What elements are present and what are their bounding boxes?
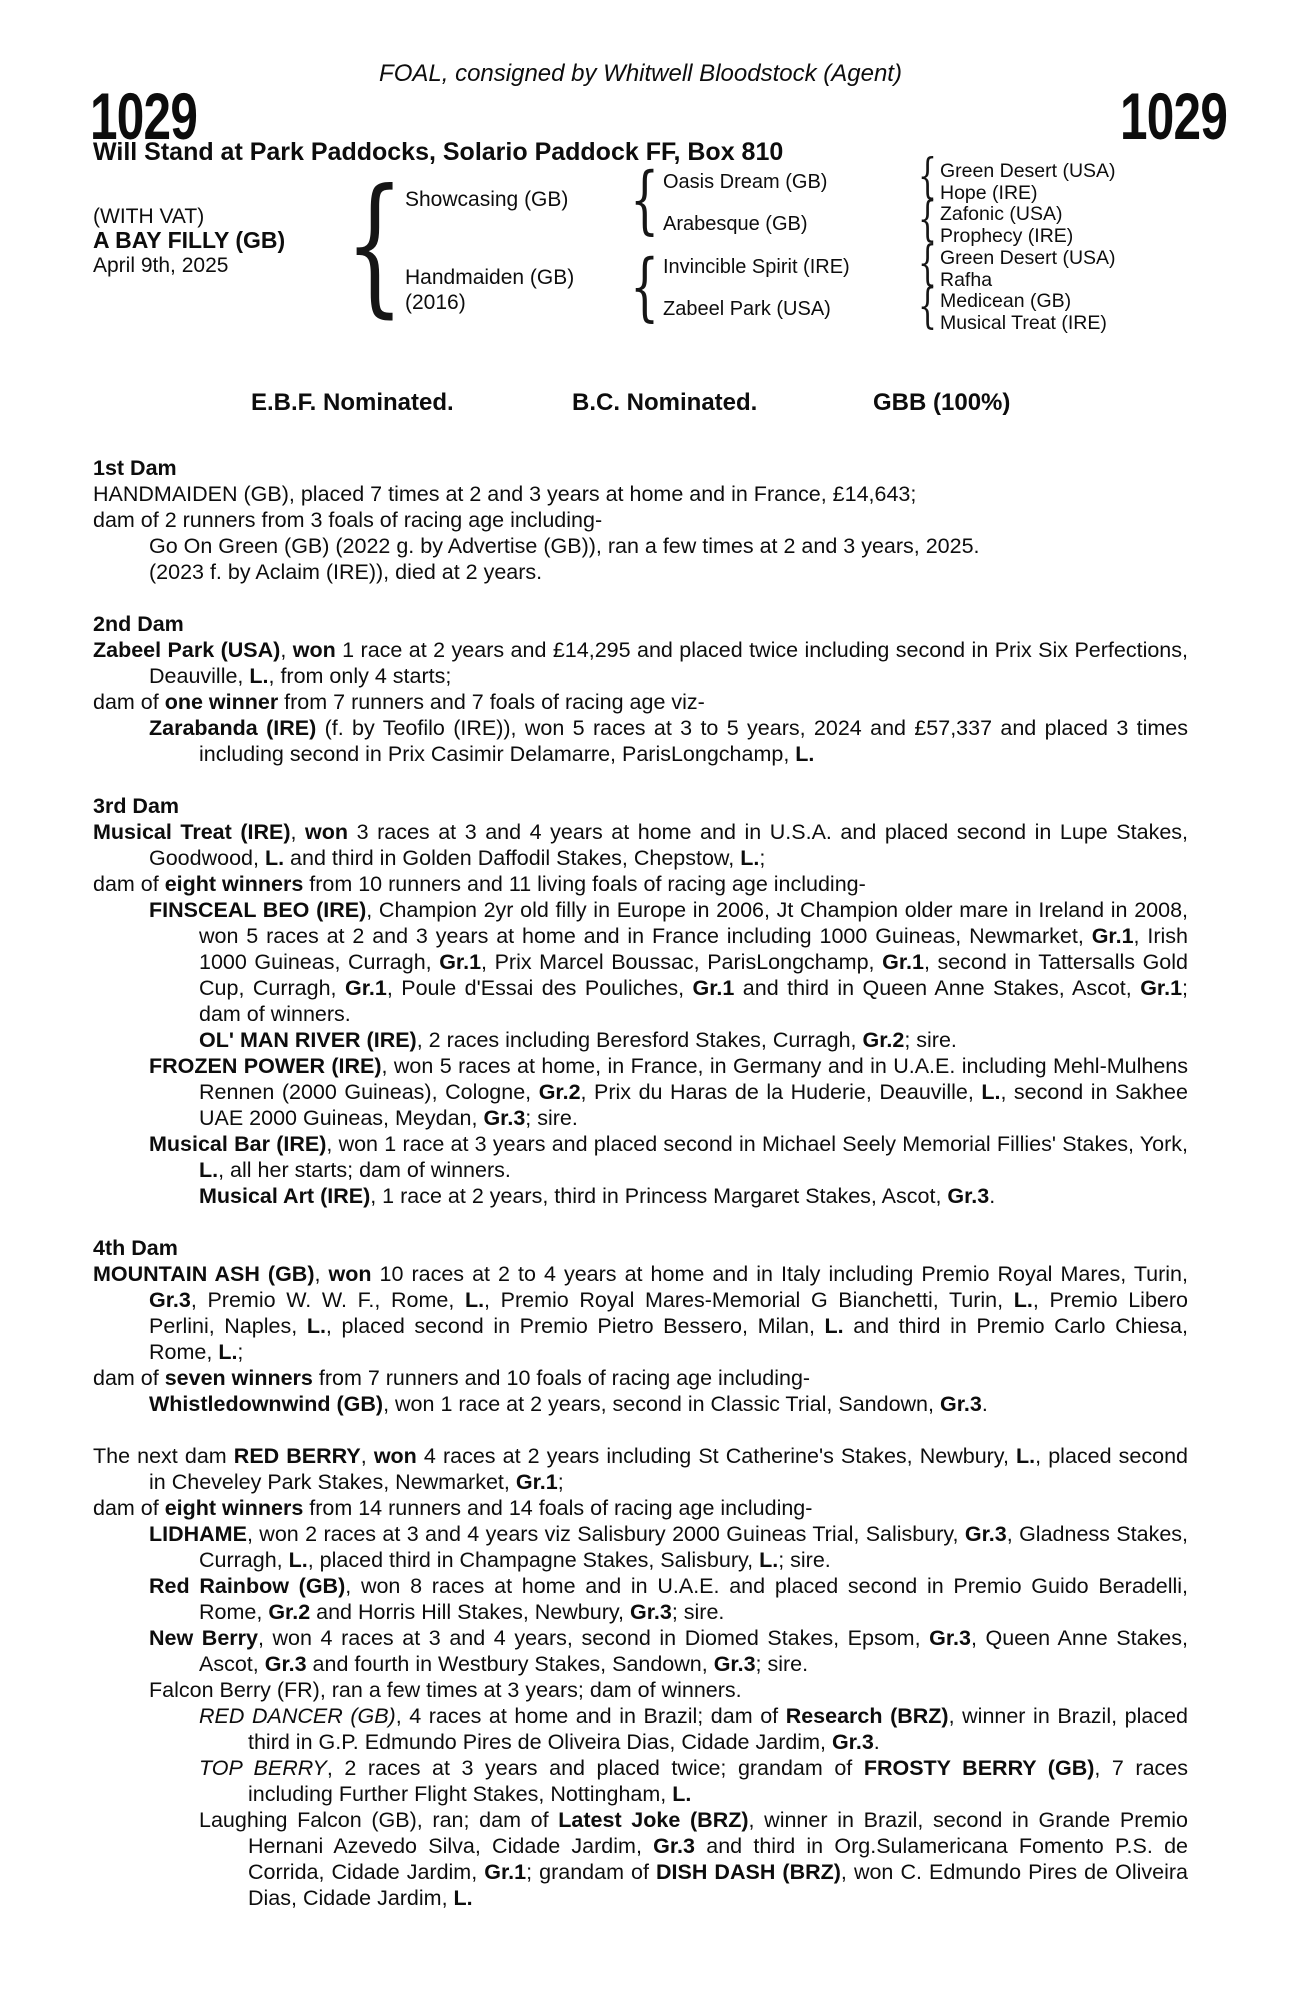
text-run: HANDMAIDEN (GB), placed 7 times at 2 and 3 years at home and in France, £14,643; [93, 482, 917, 506]
text-run: , won 1 race at 2 years, second in Classic Trial, Sandown, [383, 1392, 940, 1416]
emphasized-text-run: won [328, 1262, 372, 1286]
emphasized-text-run: FROZEN POWER (IRE) [149, 1054, 382, 1078]
emphasized-text-run: won [373, 1444, 417, 1468]
text-run: dam of 2 runners from 3 foals of racing age including- [93, 508, 603, 532]
text-run: and third in Premio Carlo Chiesa, Rome, [149, 1314, 1188, 1364]
text-run: , all her starts; dam of winners. [218, 1158, 511, 1182]
emphasized-text-run: Whistledownwind (GB) [149, 1392, 384, 1416]
pedigree-dam: Handmaiden (GB) [405, 266, 575, 289]
emphasized-text-run: seven winners [164, 1366, 313, 1390]
pedigree-note-paragraph [93, 1131, 1188, 1183]
emphasized-text-run: Gr.1 [692, 976, 735, 1000]
text-run: and third in Queen Anne Stakes, Ascot, [734, 976, 1141, 1000]
gbb-label: GBB (100%) [873, 389, 1011, 416]
pedigree-brace-icon [345, 170, 404, 320]
emphasized-text-run: one winner [164, 690, 279, 714]
emphasized-text-run: Zabeel Park (USA) [93, 638, 281, 662]
text-run: , second in Sakhee UAE 2000 Guineas, Meydan, [199, 1080, 1188, 1130]
text-run: , 1 race at 2 years, third in Princess Margaret Stakes, Ascot, [370, 1184, 948, 1208]
emphasized-text-run: L. [1013, 1288, 1033, 1312]
text-run: , won 1 race at 3 years and placed second in Michael Seely Memorial Fillies' Stakes, York, [326, 1132, 1188, 1156]
text-run: dam of [93, 872, 165, 896]
pedigree-gen3-cell: Prophecy (IRE) [940, 225, 1074, 247]
emphasized-text-run: L. [1016, 1444, 1036, 1468]
text-run: , Irish 1000 Guineas, Curragh, [199, 924, 1188, 974]
emphasized-text-run: L. [464, 1288, 485, 1312]
text-run: , 2 races at 3 years and placed twice; grandam of [326, 1756, 864, 1780]
text-run: , 7 races including Further Flight Stakes, Nottingham, [248, 1756, 1188, 1806]
emphasized-text-run: FROSTY BERRY (GB) [863, 1756, 1095, 1780]
text-run: ; dam of winners. [199, 976, 1189, 1026]
text-run: and third in Org.Sulamericana Fomento P.S. de Corrida, Cidade Jardim, [248, 1834, 1188, 1884]
pedigree-note-paragraph [93, 1053, 1188, 1131]
pedigree-note-paragraph [93, 1391, 1188, 1417]
pedigree-note-paragraph [93, 689, 1188, 715]
emphasized-text-run: Gr.3 [939, 1392, 982, 1416]
emphasized-text-run: L. [288, 1548, 308, 1572]
pedigree-gen3-cell: Hope (IRE) [940, 182, 1038, 204]
text-run: from 7 runners and 7 foals of racing age viz- [278, 690, 705, 714]
emphasized-text-run: Gr.3 [149, 1288, 191, 1312]
pedigree-gen3-cell: Musical Treat (IRE) [940, 312, 1107, 334]
pedigree-note-paragraph [93, 533, 1188, 559]
text-run: , won 5 races at home, in France, in Germany and in U.A.E. including Mehl-Mulhens Rennen (2000 Guineas), Cologne, [199, 1054, 1188, 1104]
dam-section-heading: 3rd Dam [93, 794, 180, 818]
emphasized-text-run: L. [264, 846, 285, 870]
consignor-line: FOAL, consigned by Whitwell Bloodstock (Agent) [379, 60, 902, 87]
text-run: , second in Tattersalls Gold Cup, Curragh, [199, 950, 1188, 1000]
text-run: , Queen Anne Stakes, Ascot, [199, 1626, 1188, 1676]
pedigree-sire-of-sire: Oasis Dream (GB) [663, 171, 828, 193]
pedigree-brace-icon [630, 163, 659, 237]
emphasized-text-run: L. [249, 664, 269, 688]
emphasized-text-run: Gr.3 [947, 1184, 990, 1208]
pedigree-note-paragraph [93, 481, 1188, 507]
emphasized-text-run: Gr.3 [629, 1600, 672, 1624]
text-run: (2023 f. by Aclaim (IRE)), died at 2 years. [149, 560, 543, 584]
subject-horse-name: A BAY FILLY (GB) [93, 227, 286, 253]
pedigree-brace-icon [630, 250, 659, 324]
text-run: ; sire. [904, 1028, 957, 1052]
dam-section-heading: 2nd Dam [93, 612, 184, 636]
emphasized-text-run: L. [824, 1314, 844, 1338]
emphasized-text-run: DISH DASH (BRZ) [656, 1860, 841, 1884]
text-run: . [981, 1392, 988, 1416]
text-run: from 10 runners and 11 living foals of racing age including- [303, 872, 866, 896]
emphasized-text-run: L. [453, 1886, 473, 1910]
emphasized-text-run: L. [672, 1782, 692, 1806]
text-run: , [314, 1262, 329, 1286]
pedigree-details-text [93, 455, 1188, 1911]
emphasized-text-run: L. [306, 1314, 326, 1338]
text-run: , Champion 2yr old filly in Europe in 2006, Jt Champion older mare in Ireland in 2008, won 5 races at 2 and 3 years at home and in France including 1000 Guineas, Newmarket, [199, 898, 1189, 948]
text-run: , Premio W. W. F., Rome, [190, 1288, 465, 1312]
text-run: , Prix du Haras de la Huderie, Deauville, [580, 1080, 982, 1104]
text-run: Go On Green (GB) (2022 g. by Advertise (GB)), ran a few times at 2 and 3 years, 2025. [149, 534, 980, 558]
bc-nominated-label: B.C. Nominated. [572, 389, 758, 416]
text-run: , won 4 races at 3 and 4 years, second in Diomed Stakes, Epsom, [257, 1626, 930, 1650]
text-run: dam of [93, 690, 165, 714]
emphasized-text-run: L. [759, 1548, 779, 1572]
pedigree-note-paragraph [93, 715, 1188, 767]
text-run: ; [557, 1470, 564, 1494]
text-run: , Prix Marcel Boussac, ParisLongchamp, [481, 950, 883, 974]
pedigree-gen3-cell: Zafonic (USA) [940, 203, 1063, 225]
pedigree-gen3-cell: Medicean (GB) [940, 290, 1072, 312]
pedigree-dam-year: (2016) [405, 291, 466, 314]
text-run: , [360, 1444, 374, 1468]
text-run: , won 2 races at 3 and 4 years viz Salisbury 2000 Guineas Trial, Salisbury, [246, 1522, 965, 1546]
text-run: (f. by Teofilo (IRE)), won 5 races at 3 to 5 years, 2024 and £57,337 and placed 3 times including second in Prix Casimir Delamarre, ParisLongchamp, [199, 716, 1188, 766]
emphasized-text-run: Gr.1 [1091, 924, 1134, 948]
lot-number-left: 1029 [90, 79, 198, 153]
emphasized-text-run: RED BERRY [233, 1444, 361, 1468]
pedigree-note-paragraph [93, 637, 1188, 689]
emphasized-text-run: Gr.3 [964, 1522, 1007, 1546]
text-run: ; grandam of [526, 1860, 657, 1884]
pedigree-note-paragraph [93, 1365, 1188, 1391]
text-run: ; sire. [525, 1106, 578, 1130]
text-run: and fourth in Westbury Stakes, Sandown, [306, 1652, 714, 1676]
text-run: , Gladness Stakes, Curragh, [199, 1522, 1188, 1572]
text-run: from 7 runners and 10 foals of racing age including- [312, 1366, 811, 1390]
text-run: , won 8 races at home and in U.A.E. and placed second in Premio Guido Beradelli, Rome, [199, 1574, 1188, 1624]
text-run: ; [759, 846, 766, 870]
text-run: ; sire. [671, 1600, 725, 1624]
text-run: ; sire. [778, 1548, 831, 1572]
pedigree-note-paragraph [93, 1807, 1188, 1911]
emphasized-text-run: L. [981, 1080, 1001, 1104]
text-run: , Premio Royal Mares-Memorial G Bianchetti, Turin, [484, 1288, 1014, 1312]
emphasized-text-run: Gr.1 [344, 976, 387, 1000]
text-run: dam of [93, 1366, 165, 1390]
emphasized-text-run: Gr.1 [515, 1470, 558, 1494]
text-run: , [280, 638, 293, 662]
pedigree-dam-of-dam: Zabeel Park (USA) [663, 298, 831, 320]
text-run: . [989, 1184, 996, 1208]
text-run: , Premio Libero Perlini, Naples, [149, 1288, 1188, 1338]
pedigree-note-paragraph [93, 1027, 1188, 1053]
pedigree-note-paragraph [93, 1677, 1188, 1703]
pedigree-sire-of-dam: Invincible Spirit (IRE) [663, 256, 850, 278]
dam-section-heading: 1st Dam [93, 456, 177, 480]
emphasized-text-run: TOP BERRY [199, 1756, 327, 1780]
pedigree-note-paragraph [93, 1573, 1188, 1625]
emphasized-text-run: L. [199, 1158, 219, 1182]
emphasized-text-run: Gr.1 [439, 950, 482, 974]
emphasized-text-run: MOUNTAIN ASH (GB) [93, 1262, 315, 1286]
text-run: , 4 races at home and in Brazil; dam of [395, 1704, 786, 1728]
emphasized-text-run: Research (BRZ) [785, 1704, 949, 1728]
emphasized-text-run: L. [795, 742, 815, 766]
emphasized-text-run: Gr.3 [831, 1730, 874, 1754]
emphasized-text-run: Gr.3 [653, 1834, 695, 1858]
emphasized-text-run: Red Rainbow (GB) [149, 1574, 346, 1598]
text-run: and Horris Hill Stakes, Newbury, [310, 1600, 630, 1624]
pedigree-note-paragraph [93, 1495, 1188, 1521]
emphasized-text-run: Gr.3 [483, 1106, 526, 1130]
pedigree-sire: Showcasing (GB) [405, 188, 569, 211]
text-run: , 2 races including Beresford Stakes, Curragh, [416, 1028, 863, 1052]
text-run: , from only 4 starts; [268, 664, 452, 688]
emphasized-text-run: RED DANCER (GB) [199, 1704, 396, 1728]
pedigree-brace-icon [918, 282, 937, 330]
text-run: Falcon Berry (FR), ran a few times at 3 years; dam of winners. [149, 1678, 742, 1702]
text-run: ; [237, 1340, 244, 1364]
text-run: 1 race at 2 years and £14,295 and placed twice including second in Prix Six Perfections, Deauville, [149, 638, 1188, 688]
emphasized-text-run: Musical Art (IRE) [199, 1184, 371, 1208]
pedigree-note-paragraph [93, 897, 1188, 1027]
emphasized-text-run: Gr.2 [538, 1080, 581, 1104]
ebf-nominated-label: E.B.F. Nominated. [251, 389, 454, 416]
text-run: , [290, 820, 306, 844]
text-run: , winner in Brazil, second in Grande Premio Hernani Azevedo Silva, Cidade Jardim, [248, 1808, 1188, 1858]
stand-location-line: Will Stand at Park Paddocks, Solario Paddock FF, Box 810 [93, 138, 784, 166]
emphasized-text-run: Gr.3 [929, 1626, 971, 1650]
emphasized-text-run: LIDHAME [149, 1522, 247, 1546]
emphasized-text-run: L. [740, 846, 760, 870]
pedigree-note-paragraph [93, 1261, 1188, 1365]
text-run: 10 races at 2 to 4 years at home and in Italy including Premio Royal Mares, Turin, [371, 1262, 1188, 1286]
emphasized-text-run: Gr.1 [882, 950, 924, 974]
text-run: ; sire. [755, 1652, 809, 1676]
emphasized-text-run: FINSCEAL BEO (IRE) [149, 898, 367, 922]
text-run: , placed third in Champagne Stakes, Salisbury, [307, 1548, 760, 1572]
emphasized-text-run: Gr.2 [268, 1600, 311, 1624]
emphasized-text-run: won [305, 820, 349, 844]
text-run: 3 races at 3 and 4 years at home and in U.S.A. and placed second in Lupe Stakes, Goodwood, [149, 820, 1188, 870]
pedigree-note-paragraph [93, 819, 1188, 871]
text-run: Laughing Falcon (GB), ran; dam of [199, 1808, 559, 1832]
text-run: The next dam [93, 1444, 234, 1468]
emphasized-text-run: Zarabanda (IRE) [149, 716, 317, 740]
emphasized-text-run: eight winners [164, 1496, 304, 1520]
emphasized-text-run: Gr.1 [1140, 976, 1183, 1000]
text-run: . [873, 1730, 880, 1754]
emphasized-text-run: Gr.3 [264, 1652, 307, 1676]
emphasized-text-run: Gr.2 [862, 1028, 905, 1052]
text-run: from 14 runners and 14 foals of racing age including- [303, 1496, 813, 1520]
pedigree-note-paragraph [93, 559, 1188, 585]
vat-note: (WITH VAT) [93, 205, 205, 228]
emphasized-text-run: L. [218, 1340, 238, 1364]
emphasized-text-run: Musical Treat (IRE) [93, 820, 291, 844]
pedigree-gen3-cell: Rafha [940, 269, 993, 291]
text-run: , Poule d'Essai des Pouliches, [386, 976, 693, 1000]
pedigree-gen3-cell: Green Desert (USA) [940, 247, 1116, 269]
emphasized-text-run: won [292, 638, 336, 662]
emphasized-text-run: Latest Joke (BRZ) [558, 1808, 749, 1832]
emphasized-text-run: New Berry [149, 1626, 258, 1650]
pedigree-note-paragraph [93, 1521, 1188, 1573]
emphasized-text-run: OL' MAN RIVER (IRE) [199, 1028, 417, 1052]
pedigree-note-paragraph [93, 871, 1188, 897]
pedigree-note-paragraph [93, 507, 1188, 533]
emphasized-text-run: Gr.3 [713, 1652, 756, 1676]
pedigree-dam-of-sire: Arabesque (GB) [663, 213, 808, 235]
text-run: , placed second in Cheveley Park Stakes, Newmarket, [149, 1444, 1188, 1494]
pedigree-gen3-cell: Green Desert (USA) [940, 160, 1116, 182]
pedigree-note-paragraph [93, 1443, 1188, 1495]
text-run: dam of [93, 1496, 165, 1520]
text-run: , placed second in Premio Pietro Bessero, Milan, [325, 1314, 825, 1338]
foaling-date: April 9th, 2025 [93, 254, 229, 277]
pedigree-note-paragraph [93, 1755, 1188, 1807]
text-run: and third in Golden Daffodil Stakes, Chepstow, [284, 846, 741, 870]
emphasized-text-run: Gr.1 [484, 1860, 527, 1884]
pedigree-note-paragraph [93, 1183, 1188, 1209]
text-run: , won C. Edmundo Pires de Oliveira Dias, Cidade Jardim, [248, 1860, 1188, 1910]
emphasized-text-run: Musical Bar (IRE) [149, 1132, 327, 1156]
emphasized-text-run: eight winners [164, 872, 304, 896]
pedigree-note-paragraph [93, 1703, 1188, 1755]
text-run: , winner in Brazil, placed third in G.P. Edmundo Pires de Oliveira Dias, Cidade Jardim, [248, 1704, 1188, 1754]
text-run: 4 races at 2 years including St Catherine's Stakes, Newbury, [416, 1444, 1017, 1468]
lot-number-right: 1029 [1120, 79, 1228, 153]
pedigree-note-paragraph [93, 1625, 1188, 1677]
dam-section-heading: 4th Dam [93, 1236, 178, 1260]
